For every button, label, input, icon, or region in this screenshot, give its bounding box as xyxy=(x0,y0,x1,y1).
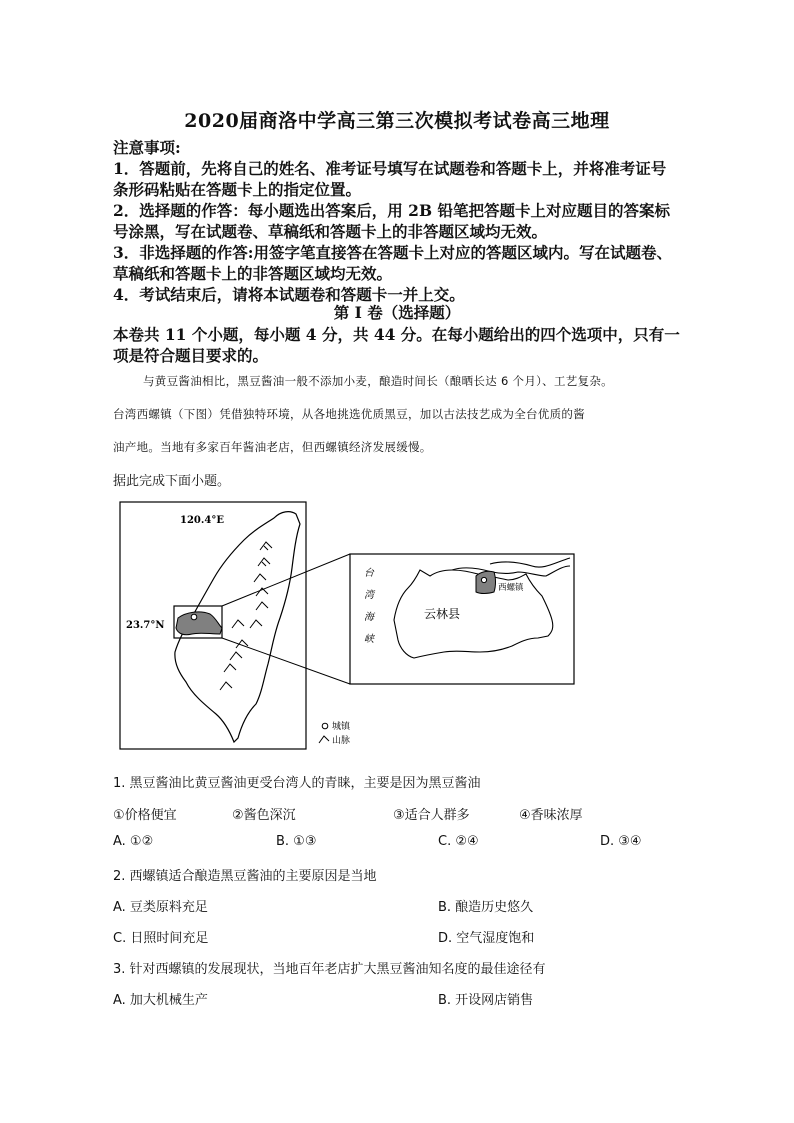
notice-heading: 注意事项: xyxy=(113,138,181,157)
answer-option[interactable]: C. ②④ xyxy=(438,834,479,849)
notice-line: 号涂黑，写在试题卷、草稿纸和答题卡上的非答题区域均无效。 xyxy=(113,222,548,241)
question-stem: 2. 西螺镇适合酿造黑豆酱油的主要原因是当地 xyxy=(113,869,377,884)
strait-label-char: 海 xyxy=(364,612,374,623)
answer-option[interactable]: D. 空气湿度饱和 xyxy=(438,931,535,946)
answer-option[interactable]: A. 豆类原料充足 xyxy=(113,900,208,915)
answer-option[interactable]: A. ①② xyxy=(113,834,154,849)
question-stem: 3. 针对西螺镇的发展现状，当地百年老店扩大黑豆酱油知名度的最佳途径有 xyxy=(113,962,546,977)
strait-label-char: 湾 xyxy=(364,590,374,601)
xiluo-town-marker xyxy=(481,577,486,582)
notice-line: 1．答题前，先将自己的姓名、准考证号填写在试题卷和答题卡上，并将准考证号 xyxy=(113,159,667,178)
passage-line: 与黄豆酱油相比，黑豆酱油一般不添加小麦，酿造时间长（酿晒长达 6 个月）、工艺复杂。 xyxy=(143,374,613,388)
section-intro-line: 项是符合题目要求的。 xyxy=(113,346,269,365)
taiwan-map-figure xyxy=(118,500,580,752)
answer-option[interactable]: B. ①③ xyxy=(276,834,317,849)
statement-item: ②酱色深沉 xyxy=(232,808,296,823)
latitude-label: 23.7°N xyxy=(126,620,165,631)
inset-map-frame xyxy=(350,554,574,684)
answer-option[interactable]: C. 日照时间充足 xyxy=(113,931,209,946)
instruction: 据此完成下面小题。 xyxy=(113,474,231,489)
section-intro xyxy=(113,324,688,366)
answer-option[interactable]: B. 开设网店销售 xyxy=(438,993,534,1008)
notice-line: 2．选择题的作答：每小题选出答案后，用 2B 铅笔把答题卡上对应题目的答案标 xyxy=(113,201,670,220)
section-title: 第 I 卷（选择题） xyxy=(333,303,461,322)
passage-line: 台湾西螺镇（下图）凭借独特环境，从各地挑选优质黑豆，加以古法技艺成为全台优质的酱 xyxy=(113,407,585,421)
town-marker xyxy=(191,614,197,620)
question-stem: 1. 黑豆酱油比黄豆酱油更受台湾人的青睐，主要是因为黑豆酱油 xyxy=(113,776,481,791)
inset-county-label: 云林县 xyxy=(424,607,461,621)
longitude-label: 120.4°E xyxy=(180,515,224,526)
statement-item: ④香味浓厚 xyxy=(519,808,583,823)
passage-line: 油产地。当地有多家百年酱油老店，但西螺镇经济发展缓慢。 xyxy=(113,440,432,454)
legend-mountain-label: 山脉 xyxy=(332,736,351,746)
answer-option[interactable]: B. 酿造历史悠久 xyxy=(438,900,534,915)
section-intro-line: 本卷共 11 个小题，每小题 4 分，共 44 分。在每小题给出的四个选项中，只有一 xyxy=(113,325,680,344)
legend-town-symbol xyxy=(322,723,328,729)
page-title: 2020届商洛中学高三第三次模拟考试卷高三地理 xyxy=(184,110,610,132)
strait-label-char: 台 xyxy=(364,568,374,579)
legend-town-label: 城镇 xyxy=(332,722,351,732)
inset-town-label: 西螺镇 xyxy=(498,583,524,593)
answer-option[interactable]: D. ③④ xyxy=(600,834,642,849)
strait-label-char: 峡 xyxy=(364,634,374,645)
notice-line: 草稿纸和答题卡上的非答题区域均无效。 xyxy=(113,264,393,283)
statement-item: ①价格便宜 xyxy=(113,808,177,823)
notice-line: 4．考试结束后，请将本试题卷和答题卡一并上交。 xyxy=(113,285,465,304)
notice-line: 3．非选择题的作答:用签字笔直接答在答题卡上对应的答题区域内。写在试题卷、 xyxy=(113,243,673,262)
legend-mountain-symbol xyxy=(319,736,329,743)
notice-line: 条形码粘贴在答题卡上的指定位置。 xyxy=(113,180,362,199)
statement-item: ③适合人群多 xyxy=(393,808,470,823)
answer-option[interactable]: A. 加大机械生产 xyxy=(113,993,208,1008)
